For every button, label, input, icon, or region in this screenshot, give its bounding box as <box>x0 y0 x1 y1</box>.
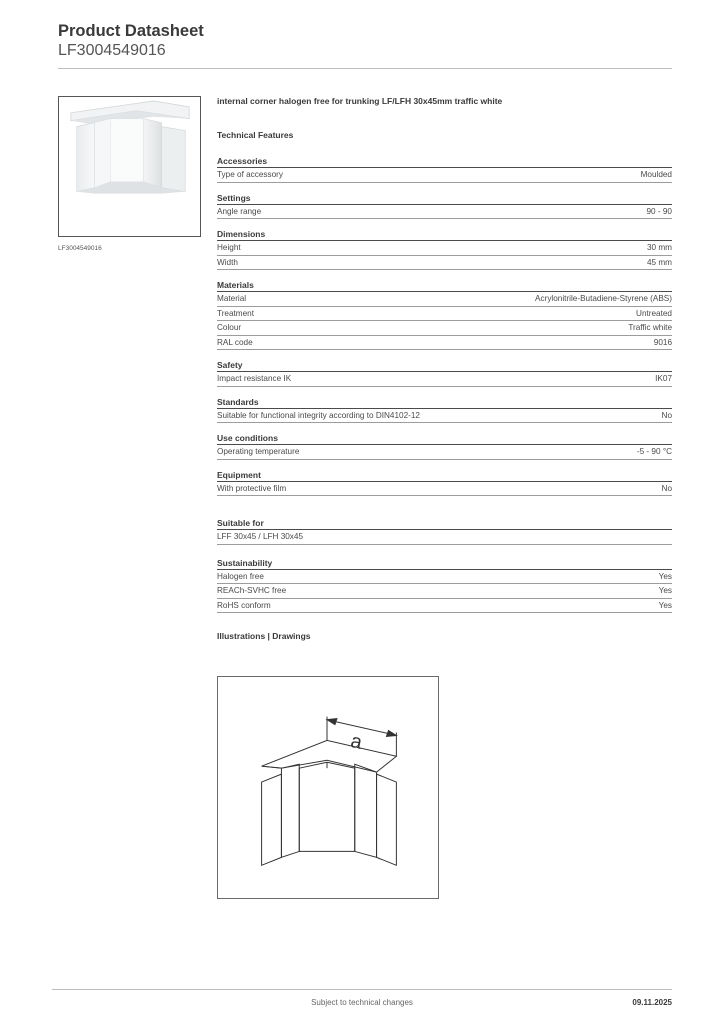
spec-label: Colour <box>217 323 242 332</box>
spec-value: 9016 <box>653 337 672 347</box>
feature-group <box>217 359 672 387</box>
spec-value: 45 mm <box>646 257 672 267</box>
footer-note: Subject to technical changes <box>311 998 413 1007</box>
group-title: Accessories <box>217 155 672 168</box>
sustainability-row <box>217 599 672 614</box>
sustainability-group <box>217 557 672 614</box>
spec-row <box>217 321 672 336</box>
spec-label: Material <box>217 294 247 303</box>
sustainability-title: Sustainability <box>217 557 672 570</box>
sustainability-label: RoHS conform <box>217 600 271 610</box>
sustainability-value: Yes <box>658 600 672 610</box>
illustrations-heading: Illustrations | Drawings <box>217 631 311 641</box>
spec-label: Width <box>217 257 238 267</box>
photo-caption: LF3004549016 <box>58 245 102 252</box>
spec-value: Untreated <box>636 308 672 318</box>
suitable-for-title: Suitable for <box>217 517 672 530</box>
group-title: Equipment <box>217 469 672 482</box>
group-title: Safety <box>217 359 672 372</box>
spec-row <box>217 409 672 424</box>
spec-row <box>217 168 672 183</box>
spec-row <box>217 445 672 460</box>
footer-date: 09.11.2025 <box>632 998 672 1007</box>
spec-row <box>217 372 672 387</box>
drawing-left-wall <box>262 774 282 865</box>
drawing-left-inner <box>281 764 299 857</box>
product-title: internal corner halogen free for trunking LF/LFH 30x45mm traffic white <box>217 96 503 106</box>
spec-label: Suitable for functional integrity according to DIN4102-12 <box>217 410 420 420</box>
sustainability-label: Halogen free <box>217 571 264 581</box>
spec-row <box>217 256 672 271</box>
spec-value: No <box>661 410 672 420</box>
spec-value: No <box>661 483 672 493</box>
spec-label: Operating temperature <box>217 447 300 456</box>
spec-label: Height <box>217 243 241 252</box>
feature-group <box>217 192 672 220</box>
sustainability-rows <box>217 570 672 614</box>
suitable-for-row <box>217 530 672 545</box>
technical-features-heading: Technical Features <box>217 130 294 140</box>
drawing-right-inner <box>355 764 377 857</box>
feature-groups <box>217 155 672 496</box>
spec-label: RAL code <box>217 337 253 347</box>
sustainability-label: REACh-SVHC free <box>217 586 287 595</box>
group-title: Use conditions <box>217 432 672 445</box>
product-code: LF3004549016 <box>58 42 166 59</box>
spec-row <box>217 205 672 220</box>
group-title: Materials <box>217 279 672 292</box>
group-title: Standards <box>217 396 672 409</box>
header-divider <box>58 68 672 69</box>
spec-label: Type of accessory <box>217 170 283 179</box>
feature-group <box>217 228 672 270</box>
feature-group <box>217 396 672 424</box>
spec-label: Treatment <box>217 308 255 318</box>
suitable-for-group <box>217 517 672 545</box>
spec-value: Traffic white <box>628 323 672 332</box>
sustainability-value: Yes <box>658 571 672 581</box>
sustainability-row <box>217 584 672 599</box>
group-title: Settings <box>217 192 672 205</box>
feature-group <box>217 469 672 497</box>
spec-value: Moulded <box>640 170 672 179</box>
group-title: Dimensions <box>217 228 672 241</box>
drawing-top-face <box>262 740 397 772</box>
datasheet-content <box>217 95 672 641</box>
spec-label: Angle range <box>217 206 262 216</box>
spec-row <box>217 292 672 307</box>
spec-value: IK07 <box>655 374 672 383</box>
page-header <box>58 22 204 60</box>
drawing-back-wall <box>299 762 354 851</box>
spec-value: 30 mm <box>646 243 672 252</box>
page-title: Product Datasheet <box>58 22 204 40</box>
product-photo <box>58 96 201 237</box>
corner-drawing <box>218 677 438 898</box>
drawing-right-wall <box>377 774 397 865</box>
spec-row <box>217 482 672 497</box>
sustainability-value: Yes <box>658 586 672 595</box>
spec-value: -5 - 90 °C <box>636 447 672 456</box>
technical-drawing <box>217 676 439 899</box>
feature-group <box>217 279 672 350</box>
spec-row <box>217 307 672 322</box>
product-photo-graphic <box>59 97 200 236</box>
sustainability-row <box>217 570 672 585</box>
spec-row <box>217 241 672 256</box>
spec-row <box>217 336 672 351</box>
dimension-label: a <box>348 729 365 754</box>
footer-divider <box>52 989 672 990</box>
spec-label: Impact resistance IK <box>217 374 292 383</box>
spec-value: Acrylonitrile-Butadiene-Styrene (ABS) <box>535 294 672 303</box>
feature-group <box>217 155 672 183</box>
feature-group <box>217 432 672 460</box>
suitable-for-value: LFF 30x45 / LFH 30x45 <box>217 532 304 541</box>
spec-value: 90 - 90 <box>646 206 672 216</box>
spec-label: With protective film <box>217 483 287 493</box>
